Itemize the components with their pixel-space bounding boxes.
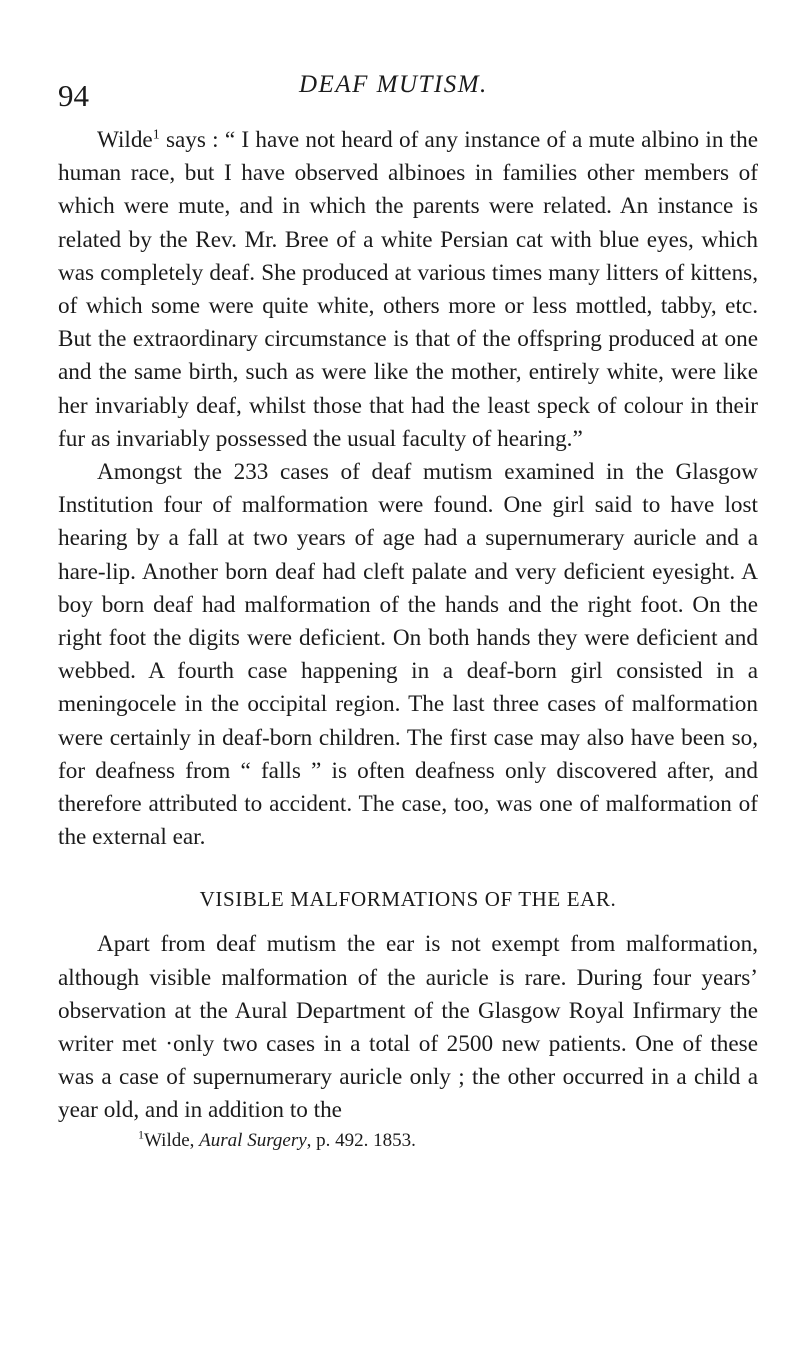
footnote-mark: 1 [138,1127,144,1142]
footnote-author: Wilde, [144,1129,200,1151]
footnote-title: Aural Surgery [199,1129,307,1151]
footnote-reference: 1 [152,127,160,143]
paragraph-wilde-quote [58,124,758,456]
page-header [58,68,758,112]
section-heading: VISIBLE MALFORMATIONS OF THE EAR. [199,887,617,912]
paragraph-glasgow-cases: Amongst the 233 cases of deaf mutism examined in the Glasgow Institution four of malformation were found. One girl said to have lost hearing by a fall at two years of age had a supernumerary auricle and a hare-lip. Another born deaf had cleft palate and very deficient eyesight. A boy born deaf had malformation of the hands and the right foot. On the right foot the digits were deficient. On both hands they were deficient and webbed. A fourth case happening in a deaf-born girl consisted in a meningocele in the occipital region. The last three cases of malformation were certainly in deaf-born children. The first case may also have been so, for deafness from “ falls ” is often deafness only discovered after, and therefore attributed to accident. The case, too, was one of malformation of the external ear. [58,459,758,851]
quote-text: says : “ I have not heard of any instance of a mute albino in the human race, but I have observed albinoes in families other members of which were mute, and in which the parents were related. An instance is related by the Rev. Mr. Bree of a white Persian cat with blue eyes, which was completely deaf. She produced at various times many litters of kittens, of which some were quite white, others more or less mottled, tabby, etc. But the extraordinary circumstance is that of the offspring produced at one and the same birth, such as were like the mother, entirely white, were like her invariably deaf, whilst those that had the least speck of colour in their fur as invariably possessed the usual faculty of hearing.” [58,127,758,452]
footnote [58,1129,758,1153]
quote-author: Wilde [97,127,153,153]
book-page [58,68,758,1153]
footnote-citation: , p. 492. 1853. [306,1129,416,1151]
paragraph-visible-malformations: Apart from deaf mutism the ear is not exempt from malformation, although visible malformation of the auricle is rare. During four years’ observation at the Aural Department of the Glasgow Royal Infirmary the writer met ·only two cases in a total of 2500 new patients. One of these was a case of supernumerary auricle only ; the other occurred in a child a year old, and in addition to the [58,931,758,1124]
page-number: 94 [58,78,89,113]
running-head: DEAF MUTISM. [299,71,488,98]
